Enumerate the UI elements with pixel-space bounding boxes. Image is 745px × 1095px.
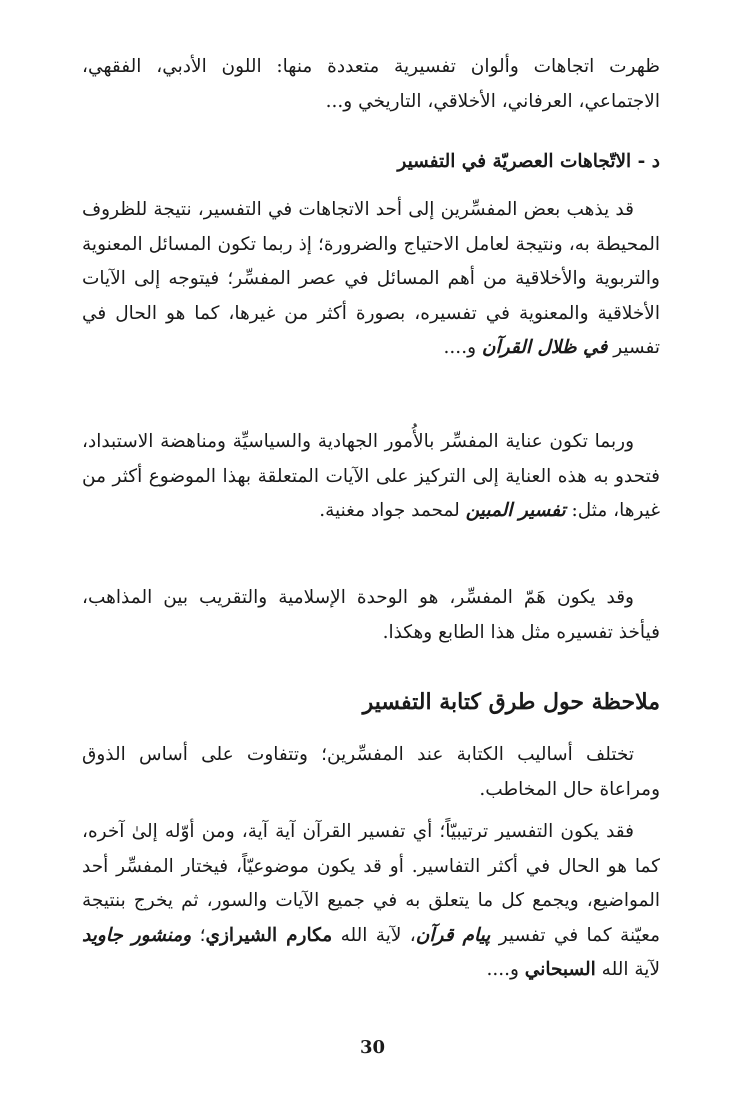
text-run: لآية الله: [595, 959, 660, 980]
book-title: تفسير المبين: [465, 500, 566, 521]
paragraph-text: تختلف أساليب الكتابة عند المفسِّرين؛ وتتفاوت على أساس الذوق ومراعاة حال المخاطب.: [82, 744, 660, 800]
intro-paragraph: [82, 50, 660, 119]
text-run: ؛: [191, 924, 206, 946]
text-run: فقد يكون التفسير ترتيبيّاً؛ أي تفسير القرآن آية آية، ومن أوّله إلىٰ آخره، كما هو الحال في أكثر التفاسير. أو قد يكون موضوعيّاً، فيختار المفسِّر أحد المواضيع، ويجمع كل ما يتعلق به في جميع الآيات والسور، ثم يخرج بنتيجة معيّنة كما في تفسير: [82, 821, 660, 946]
text-run: و....: [486, 959, 525, 980]
book-title: ومنشور جاويد: [82, 924, 192, 946]
author-name: السبحاني: [524, 959, 596, 980]
text-run: وربما تكون عناية المفسِّر بالأُمور الجهادية والسياسيِّة ومناهضة الاستبداد، فتحدو به هذه العناية إلى التركيز على الآيات المتعلقة بهذا الموضوع أكثر من غيرها، مثل:: [82, 431, 660, 521]
author-name: مكارم الشيرازي: [205, 924, 333, 946]
intro-text: ظهرت اتجاهات وألوان تفسيرية متعددة منها: اللون الأدبي، الفقهي، الاجتماعي، العرفاني، الأخلاقي، التاريخي و...: [82, 56, 660, 112]
book-title: پيام قرآن: [415, 924, 491, 946]
section-d-paragraph-3: [82, 581, 660, 650]
text-run: و....: [443, 337, 482, 358]
section-note-paragraph-2: [82, 815, 660, 988]
section-d-heading: د - الاتّجاهات العصريّة في التفسير: [397, 151, 660, 172]
page-number: 30: [359, 1037, 386, 1058]
text-run: قد يذهب بعض المفسِّرين إلى أحد الاتجاهات في التفسير، نتيجة للظروف المحيطة به، ونتيجة لعامل الاحتياج والضرورة؛ إذ ربما تكون المسائل المعنوية والتربوية والأخلاقية من أهم المسائل في عصر المفسِّر؛ فيتوجه إلى الآيات الأخلاقية والمعنوية في تفسيره، بصورة أكثر من غيرها، كما هو الحال في تفسير: [82, 199, 660, 358]
text-run: ، لآية الله: [332, 924, 416, 946]
section-note-paragraph-1: [82, 738, 660, 807]
section-d-paragraph-1: [82, 193, 660, 366]
section-d-paragraph-2: [82, 425, 660, 529]
book-title: في ظلال القرآن: [481, 337, 608, 358]
section-note-heading: ملاحظة حول طرق كتابة التفسير: [362, 689, 660, 715]
paragraph-text: وقد يكون هَمّ المفسِّر، هو الوحدة الإسلامية والتقريب بين المذاهب، فيأخذ تفسيره مثل هذا الطابع وهكذا.: [82, 587, 660, 643]
text-run: لمحمد جواد مغنية.: [319, 500, 466, 521]
